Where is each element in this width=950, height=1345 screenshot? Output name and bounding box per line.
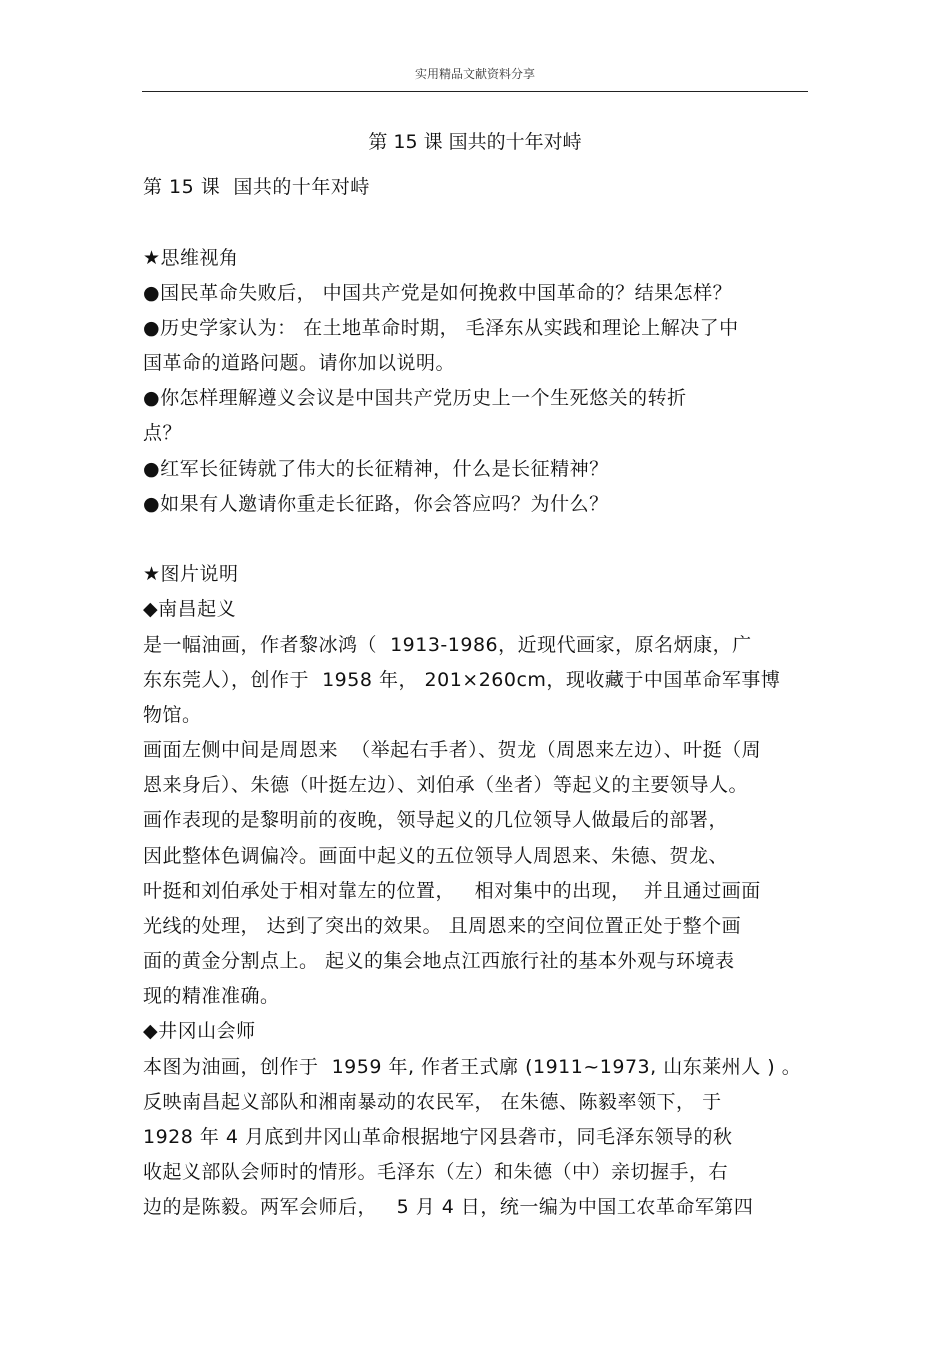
text-line: 点？ [143, 422, 183, 444]
text-line: 恩来身后）、朱德（叶挺左边）、刘伯承（坐者）等起义的主要领导人。 [143, 774, 749, 796]
text-line: 画面左侧中间是周恩来 （举起右手者）、贺龙（周恩来左边）、叶挺（周 [143, 739, 762, 761]
page-header: 实用精品文献资料分享 [414, 67, 535, 81]
document-title: 第 15 课 国共的十年对峙 [368, 131, 582, 153]
text-line: 光线的处理， 达到了突出的效果。 且周恩来的空间位置正处于整个画 [143, 915, 742, 937]
text-line: 物馆。 [143, 704, 202, 726]
text-line: 面的黄金分割点上。 起义的集会地点江西旅行社的基本外观与环境表 [143, 950, 735, 972]
text-line: 国革命的道路问题。请你加以说明。 [143, 352, 456, 374]
text-line: ●历史学家认为： 在土地革命时期， 毛泽东从实践和理论上解决了中 [143, 317, 739, 339]
text-line: 因此整体色调偏冷。画面中起义的五位领导人周恩来、朱德、贺龙、 [143, 845, 729, 867]
text-line: ●你怎样理解遵义会议是中国共产党历史上一个生死悠关的转折 [143, 387, 687, 409]
subheading-jinggangshan: ◆井冈山会师 [143, 1020, 256, 1042]
text-line: ●红军长征铸就了伟大的长征精神，什么是长征精神？ [143, 458, 609, 480]
text-line: 1928 年 4 月底到井冈山革命根据地宁冈县砻市，同毛泽东领导的秋 [143, 1126, 733, 1148]
text-line: 现的精准准确。 [143, 985, 280, 1007]
text-line: 边的是陈毅。两军会师后， 5 月 4 日，统一编为中国工农革命军第四 [143, 1196, 754, 1218]
text-line: 是一幅油画，作者黎冰鸿（ 1913-1986，近现代画家，原名炳康，广 [143, 634, 752, 656]
text-line: 本图为油画，创作于 1959 年, 作者王式廓 (1911~1973, 山东莱州人 ) 。 [143, 1056, 802, 1078]
header-divider [142, 91, 808, 92]
section-heading-pictures: ★图片说明 [143, 563, 239, 585]
text-line: ●国民革命失败后， 中国共产党是如何挽救中国革命的？结果怎样？ [143, 282, 733, 304]
text-line: 反映南昌起义部队和湘南暴动的农民军， 在朱德、陈毅率领下， 于 [143, 1091, 722, 1113]
subheading-nanchang: ◆南昌起义 [143, 598, 237, 620]
text-line: 收起义部队会师时的情形。毛泽东（左）和朱德（中）亲切握手，右 [143, 1161, 729, 1183]
lesson-heading: 第 15 课 国共的十年对峙 [143, 176, 370, 198]
section-heading-thinking: ★思维视角 [143, 247, 239, 269]
text-line: ●如果有人邀请你重走长征路，你会答应吗？为什么？ [143, 493, 609, 515]
text-line: 画作表现的是黎明前的夜晚，领导起义的几位领导人做最后的部署， [143, 809, 729, 831]
text-line: 东东莞人），创作于 1958 年， 201×260cm，现收藏于中国革命军事博 [143, 669, 781, 691]
text-line: 叶挺和刘伯承处于相对靠左的位置， 相对集中的出现， 并且通过画面 [143, 880, 761, 902]
